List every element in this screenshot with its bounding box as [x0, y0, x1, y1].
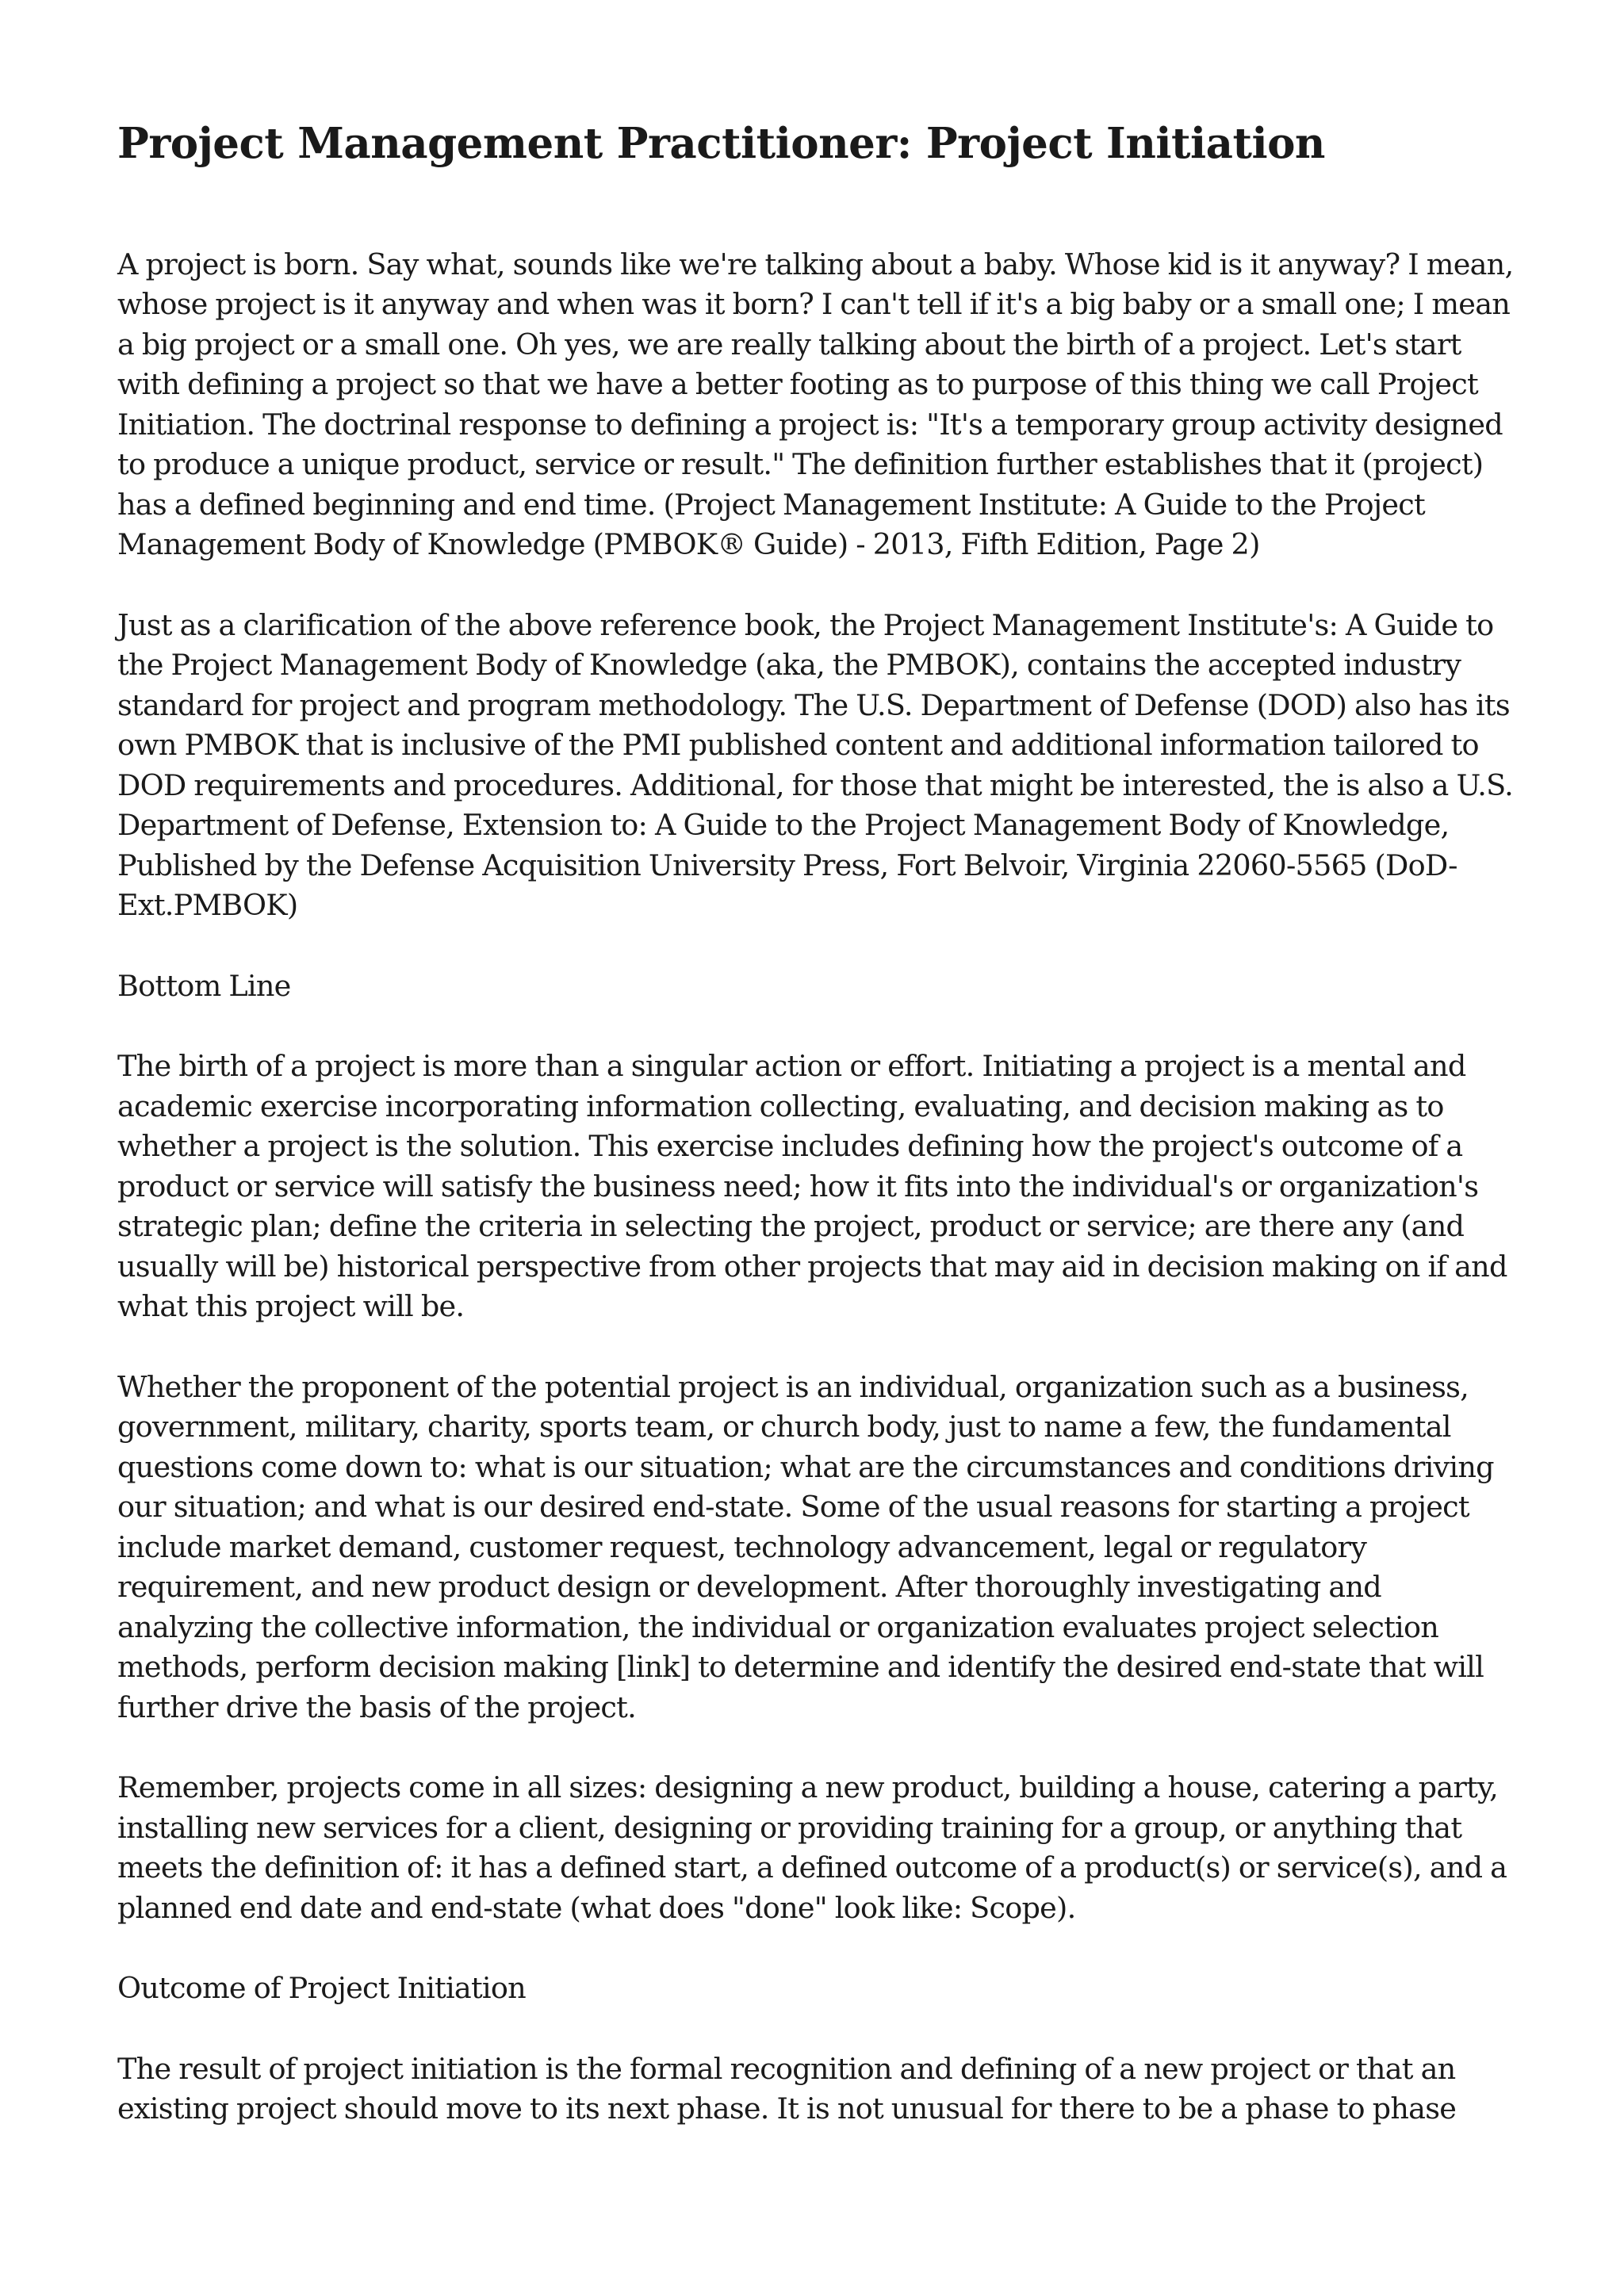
section-heading-bottom-line: Bottom Line — [117, 968, 291, 1003]
section-heading-outcome: Outcome of Project Initiation — [117, 1971, 526, 2006]
document-page — [117, 119, 1521, 2170]
paragraph-clarification: Just as a clarification of the above reference book, the Project Management Institute's: A Guide to the Project Management Body of Knowledge (aka, the PMBOK), contains the accepted industry standard for project and program methodology. The U.S. Department of Defense (DOD) also has its own PMBOK that is inclusive of the PMI published content and additional information tailored to DOD requirements and procedures. Additional, for those that might be interested, the is also a U.S. Department of Defense, Extension to: A Guide to the Project Management Body of Knowledge, Published by the Defense Acquisition University Press, Fort Belvoir, Virginia 22060-5565 (DoD-Ext.PMBOK) — [117, 607, 1513, 923]
paragraph-project-sizes: Remember, projects come in all sizes: designing a new product, building a house, catering a party, installing new services for a client, designing or providing training for a group, or anything that meets the definition of: it has a defined start, a defined outcome of a product(s) or service(s), and a planned end date and end-state (what does "done" look like: Scope). — [117, 1770, 1507, 1925]
paragraph-result: The result of project initiation is the formal recognition and defining of a new project or that an existing project should move to its next phase. It is not unusual for there to be a phase to phase — [117, 2051, 1457, 2126]
paragraph-proponent: Whether the proponent of the potential project is an individual, organization such as a business, government, military, charity, sports team, or church body, just to name a few, the fundamental questions come down to: what is our situation; what are the circumstances and conditions driving our situation; and what is our desired end-state. Some of the usual reasons for starting a project include market demand, customer request, technology advancement, legal or regulatory requirement, and new product design or development. After thoroughly investigating and analyzing the collective information, the individual or organization evaluates project selection methods, perform decision making [link] to determine and identify the desired end-state that will further drive the basis of the project. — [117, 1369, 1494, 1724]
paragraph-birth-of-project: The birth of a project is more than a singular action or effort. Initiating a project is a mental and academic exercise incorporating information collecting, evaluating, and decision making as to whether a project is the solution. This exercise includes defining how the project's outcome of a product or service will satisfy the business need; how it fits into the individual's or organization's strategic plan; define the criteria in selecting the project, product or service; are there any (and usually will be) historical perspective from other projects that may aid in decision making on if and what this project will be. — [117, 1049, 1507, 1324]
document-title: Project Management Practitioner: Project Initiation — [117, 119, 1325, 168]
paragraph-intro: A project is born. Say what, sounds like we're talking about a baby. Whose kid is it anyway? I mean, whose project is it anyway and when was it born? I can't tell if it's a big baby or a small one; I mean a big project or a small one. Oh yes, we are really talking about the birth of a project. Let's start with defining a project so that we have a better footing as to purpose of this thing we call Project Initiation. The doctrinal response to defining a project is: "It's a temporary group activity designed to produce a unique product, service or result." The definition further establishes that it (project) has a defined beginning and end time. (Project Management Institute: A Guide to the Project Management Body of Knowledge (PMBOK® Guide) - 2013, Fifth Edition, Page 2) — [117, 247, 1514, 562]
